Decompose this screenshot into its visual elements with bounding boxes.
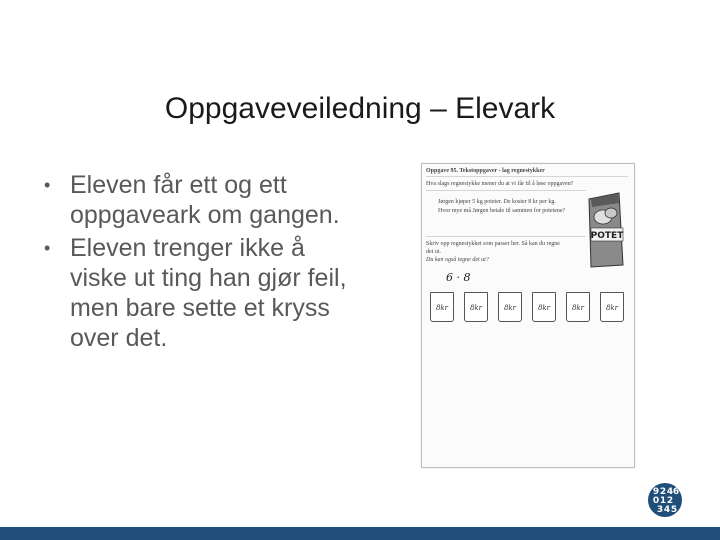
price-tag [566, 292, 590, 322]
logo-digit: 3 [656, 505, 664, 515]
price-tag-label: 8kr [571, 304, 585, 312]
bullet-dot-icon: • [44, 175, 51, 195]
divider [426, 176, 628, 177]
price-tag-row [428, 292, 626, 322]
logo-digit: 5 [670, 505, 678, 515]
slide-title: Oppgaveveiledning – Elevark [164, 92, 556, 125]
bullet-item [44, 233, 364, 353]
price-tag-label: 8kr [605, 304, 619, 312]
potato-bag-label: POTET [590, 231, 624, 241]
logo-digit: 4 [666, 487, 674, 497]
price-tag [464, 292, 488, 322]
price-tag [430, 292, 454, 322]
price-tag-label: 8kr [503, 304, 517, 312]
price-tag-label: 8kr [537, 304, 551, 312]
logo-digit: 6 [672, 487, 680, 497]
worksheet-line: det ut. [426, 249, 441, 255]
numbers-logo-icon [647, 482, 683, 518]
worksheet-line: Hvor mye må Jørgen betale til sammen for potetene? [438, 208, 566, 214]
potato-bag-icon [585, 191, 625, 269]
worksheet-heading: Oppgave 95. Tekstoppgaver - lag regnestykker [426, 168, 545, 174]
worksheet-line: Du kan også tegne det ut? [426, 257, 489, 263]
footer-bar [0, 527, 720, 540]
logo-digit: 2 [659, 487, 667, 497]
logo-digit: 2 [666, 496, 674, 506]
bullet-list [44, 170, 364, 356]
worksheet-line: Skriv opp regnestykket som passer her. Så kan du regne [426, 241, 560, 247]
logo-digit: 4 [663, 505, 671, 515]
worksheet-image [421, 163, 635, 468]
price-tag-label: 8kr [469, 304, 483, 312]
price-tag [498, 292, 522, 322]
logo-digit: 0 [652, 496, 660, 506]
price-tag-label: 8kr [435, 304, 449, 312]
divider [426, 236, 586, 237]
logo-digit: 1 [659, 496, 667, 506]
bullet-text: Eleven trenger ikke å viske ut ting han gjør feil, men bare sette et kryss over det. [70, 234, 347, 352]
handwritten-answer: 6 · 8 [446, 271, 471, 284]
bullet-dot-icon: • [44, 238, 51, 258]
logo-digit: 9 [652, 487, 660, 497]
divider [426, 190, 586, 191]
bullet-item [44, 170, 364, 230]
price-tag [600, 292, 624, 322]
worksheet-line: Jørgen kjøper 5 kg poteter. De koster 8 kr per kg. [438, 199, 556, 205]
price-tag [532, 292, 556, 322]
bullet-text: Eleven får ett og ett oppgaveark om gangen. [70, 171, 340, 229]
worksheet-line: Hva slags regnestykke mener du at vi får til å løse oppgaven? [426, 181, 574, 187]
